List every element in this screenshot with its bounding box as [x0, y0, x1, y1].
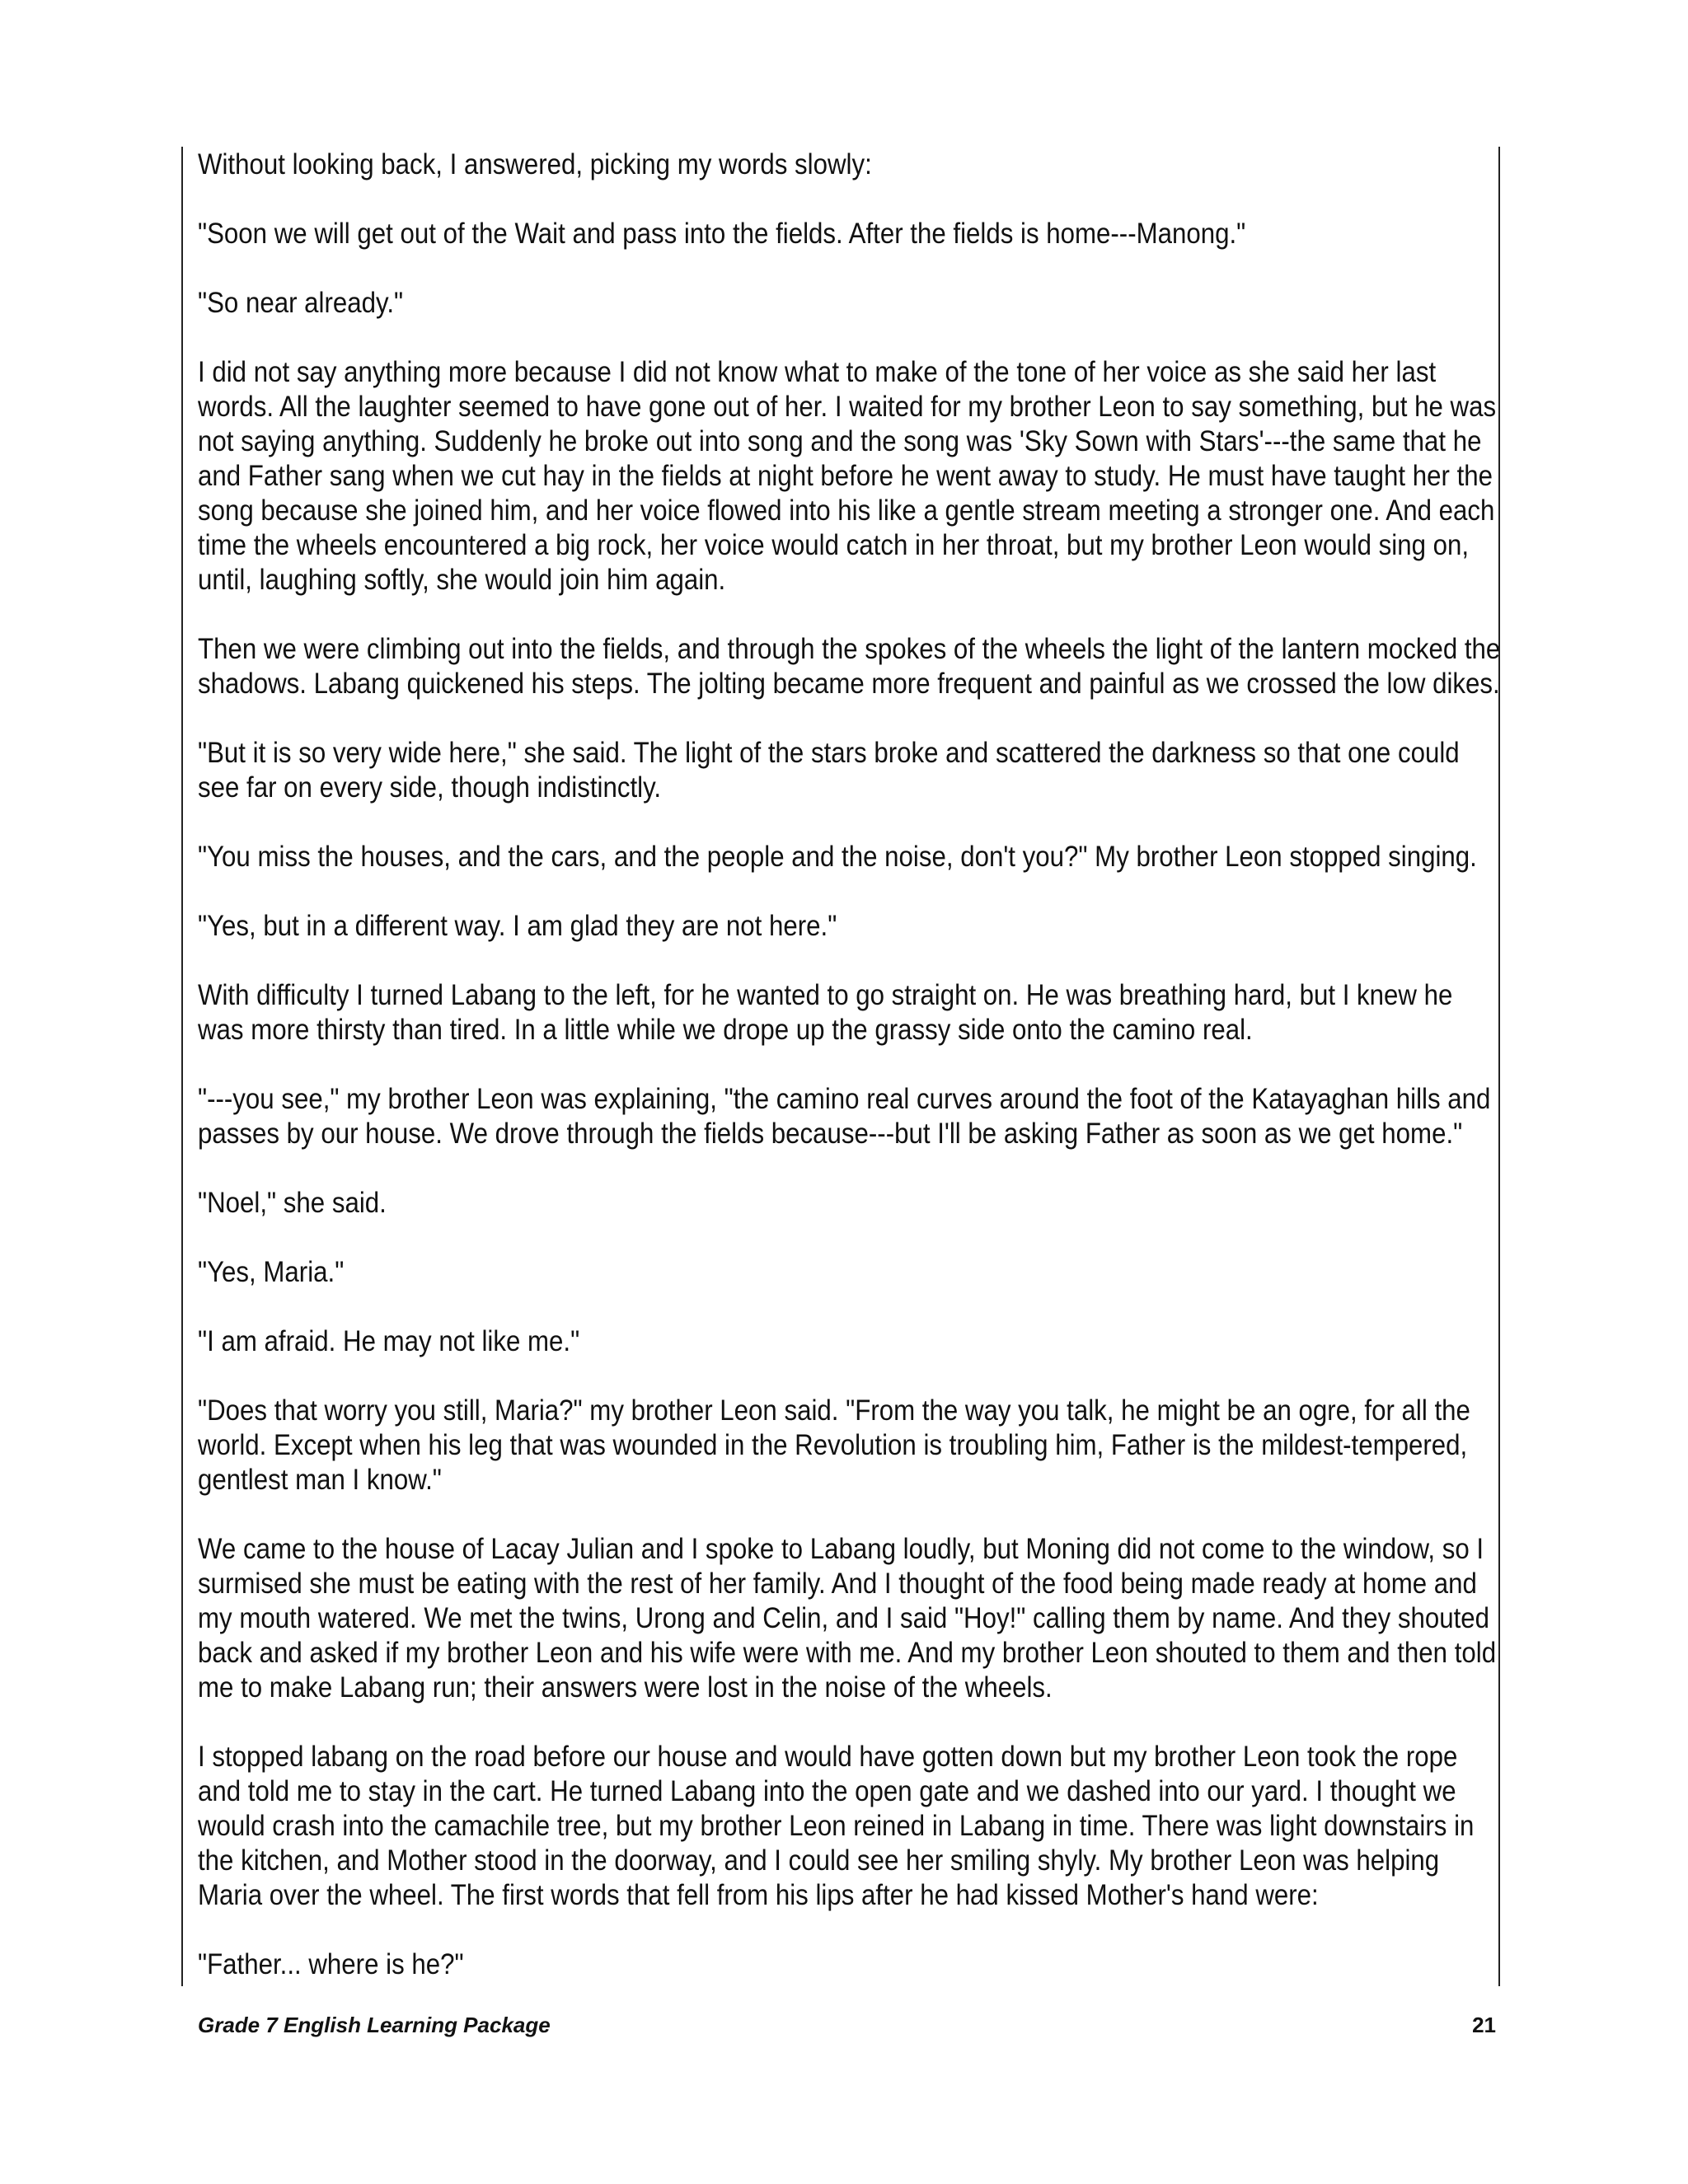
paragraph: "Yes, but in a different way. I am glad they are not here."	[198, 909, 837, 942]
paragraph: We came to the house of Lacay Julian and I spoke to Labang loudly, but Moning did not come to the window, so I surmised she must be eating with the rest of her family. And I thought of the food being made ready at home and my mouth watered. We met the twins, Urong and Celin, and I said "Hoy!" calling them by name. And they shouted back and asked if my brother Leon and his wife were with me. And my brother Leon shouted to them and then told me to make Labang run; their answers were lost in the noise of the wheels.	[198, 1532, 1497, 1704]
paragraph: "Soon we will get out of the Wait and pass into the fields. After the fields is home---Manong."	[198, 217, 1246, 250]
footer-title: Grade 7 English Learning Package	[198, 2013, 551, 2037]
paragraph: Without looking back, I answered, picking my words slowly:	[198, 148, 872, 180]
paragraph: "So near already."	[198, 286, 404, 319]
paragraph: With difficulty I turned Labang to the left, for he wanted to go straight on. He was breathing hard, but I knew he was more thirsty than tired. In a little while we drope up the grassy side onto the camino real.	[198, 978, 1453, 1046]
paragraph: "Father... where is he?"	[198, 1947, 464, 1980]
paragraph: "Noel," she said.	[198, 1186, 387, 1219]
paragraph: I did not say anything more because I did not know what to make of the tone of her voice as she said her last words. All the laughter seemed to have gone out of her. I waited for my brother Leon to say something, but he was not saying anything. Suddenly he broke out into song and the song was 'Sky Sown with Stars'---the same that he and Father sang when we cut hay in the fields at night before he went away to study. He must have taught her the song because she joined him, and her voice flowed into his like a gentle stream meeting a stronger one. And each time the wheels encountered a big rock, her voice would catch in her throat, but my brother Leon would sing on, until, laughing softly, she would join him again.	[198, 355, 1497, 596]
paragraph: "I am afraid. He may not like me."	[198, 1324, 580, 1357]
paragraph: I stopped labang on the road before our house and would have gotten down but my brother Leon took the rope and told me to stay in the cart. He turned Labang into the open gate and we dashed into our yard. I thought we would crash into the camachile tree, but my brother Leon reined in Labang in time. There was light downstairs in the kitchen, and Mother stood in the doorway, and I could see her smiling shyly. My brother Leon was helping Maria over the wheel. The first words that fell from his lips after he had kissed Mother's hand were:	[198, 1740, 1475, 1911]
paragraph: "Does that worry you still, Maria?" my brother Leon said. "From the way you talk, he might be an ogre, for all the world. Except when his leg that was wounded in the Revolution is troubling him, Father is the mildest-tempered, gentlest man I know."	[198, 1394, 1470, 1496]
paragraph: Then we were climbing out into the fields, and through the spokes of the wheels the light of the lantern mocked the shadows. Labang quickened his steps. The jolting became more frequent and painful as we crossed the low dikes.	[198, 632, 1501, 700]
story-text	[198, 147, 1500, 2016]
page-footer	[198, 2013, 1496, 2038]
paragraph: "But it is so very wide here," she said. The light of the stars broke and scattered the darkness so that one could see far on every side, though indistinctly.	[198, 736, 1460, 804]
paragraph: "---you see," my brother Leon was explaining, "the camino real curves around the foot of the Katayaghan hills and passes by our house. We drove through the fields because---but I'll be asking Father as soon as we get home."	[198, 1082, 1491, 1150]
paragraph: "You miss the houses, and the cars, and the people and the noise, don't you?" My brother Leon stopped singing.	[198, 840, 1477, 873]
page-number: 21	[1472, 2013, 1496, 2037]
paragraph: "Yes, Maria."	[198, 1255, 345, 1288]
